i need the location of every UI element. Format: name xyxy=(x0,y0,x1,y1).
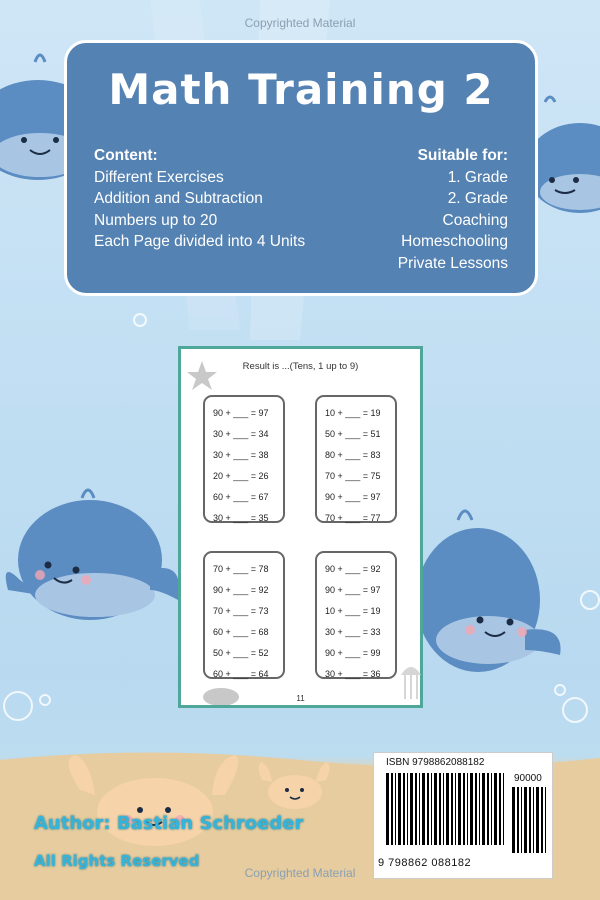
list-item: Addition and Subtraction xyxy=(94,190,263,207)
equation: 70 + ___ = 73 xyxy=(213,606,269,616)
isbn-barcode xyxy=(373,752,553,879)
suitable-list xyxy=(398,145,508,274)
info-box xyxy=(64,40,538,296)
exercise-unit xyxy=(203,551,285,679)
copyright-watermark-top: Copyrighted Material xyxy=(244,16,356,30)
equation: 50 + ___ = 51 xyxy=(325,429,381,439)
exercise-unit xyxy=(315,551,397,679)
equation: 90 + ___ = 97 xyxy=(325,585,381,595)
equation: 70 + ___ = 75 xyxy=(325,471,381,481)
list-item: Private Lessons xyxy=(397,254,508,272)
equation: 90 + ___ = 97 xyxy=(213,408,269,418)
whale-right xyxy=(416,511,561,672)
equation: 30 + ___ = 34 xyxy=(213,429,269,439)
price-code: 90000 xyxy=(514,773,542,784)
content-list xyxy=(94,145,305,253)
addon-barcode-bars-icon xyxy=(512,787,548,859)
equation: 50 + ___ = 52 xyxy=(213,648,269,658)
equation: 80 + ___ = 83 xyxy=(325,450,381,460)
list-item: Different Exercises xyxy=(94,168,224,186)
content-heading: Content: xyxy=(94,147,158,164)
exercise-unit xyxy=(315,395,397,523)
whale-left xyxy=(6,490,179,620)
page-number: 11 xyxy=(296,694,305,703)
equation: 30 + ___ = 38 xyxy=(213,450,269,460)
book-title: Math Training 2 xyxy=(108,65,494,114)
isbn-digits: 9 798862 088182 xyxy=(378,857,472,869)
equation: 90 + ___ = 92 xyxy=(325,564,381,574)
list-item: Coaching xyxy=(442,211,508,229)
equation: 70 + ___ = 78 xyxy=(213,564,269,574)
page-heading: Result is ...(Tens, 1 up to 9) xyxy=(242,361,359,372)
equation: 60 + ___ = 64 xyxy=(213,669,269,679)
equation: 10 + ___ = 19 xyxy=(325,408,381,418)
list-item: Each Page divided into 4 Units xyxy=(94,233,306,250)
equation: 60 + ___ = 68 xyxy=(213,627,269,637)
isbn-label: ISBN 9798862088182 xyxy=(386,757,485,768)
list-item: Numbers up to 20 xyxy=(94,211,218,229)
author-line: Author: Bastian Schroeder xyxy=(34,813,304,834)
equation: 30 + ___ = 33 xyxy=(325,627,381,637)
equation: 90 + ___ = 99 xyxy=(325,648,381,658)
equation: 10 + ___ = 19 xyxy=(325,606,381,616)
barcode-bars-icon xyxy=(386,773,508,845)
sample-page-preview xyxy=(178,346,423,708)
list-item: Homeschooling xyxy=(401,233,508,250)
equation: 20 + ___ = 26 xyxy=(213,471,269,481)
list-item: 2. Grade xyxy=(447,190,508,207)
equation: 30 + ___ = 35 xyxy=(213,513,269,523)
equation: 30 + ___ = 36 xyxy=(325,669,381,679)
equation: 90 + ___ = 92 xyxy=(213,585,269,595)
exercise-unit xyxy=(203,395,285,523)
copyright-watermark-bottom: Copyrighted Material xyxy=(244,866,356,880)
equation: 70 + ___ = 77 xyxy=(325,513,381,523)
rights-line: All Rights Reserved xyxy=(34,852,200,870)
equation: 90 + ___ = 97 xyxy=(325,492,381,502)
list-item: 1. Grade xyxy=(447,168,508,186)
suitable-heading: Suitable for: xyxy=(417,147,508,164)
equation: 60 + ___ = 67 xyxy=(213,492,269,502)
